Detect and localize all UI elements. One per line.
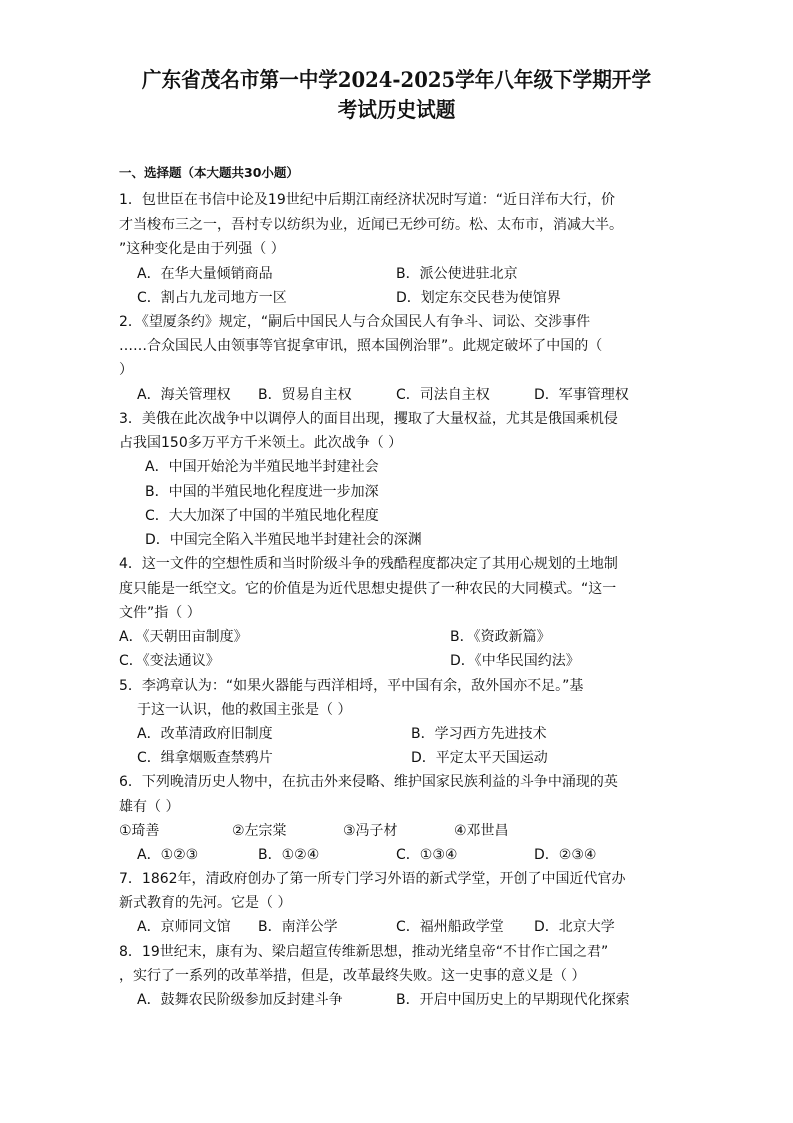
section-heading: 一、选择题（本大题共30小题） bbox=[119, 165, 299, 180]
question-2-option-c[interactable]: C．司法自主权 bbox=[396, 387, 490, 403]
question-5-option-b[interactable]: B．学习西方先进技术 bbox=[411, 726, 547, 742]
question-6-stem-line-2: 雄有（ ） bbox=[119, 799, 180, 815]
exam-title-line-2: 考试历史试题 bbox=[337, 97, 456, 122]
question-2-option-d[interactable]: D．军事管理权 bbox=[534, 387, 629, 403]
question-1-stem-line-1: 1．包世臣在书信中论及19世纪中后期江南经济状况时写道：“近日洋布大行，价 bbox=[119, 192, 615, 208]
question-1-option-d[interactable]: D．划定东交民巷为使馆界 bbox=[396, 290, 561, 306]
question-3-option-b[interactable]: B．中国的半殖民地化程度进一步加深 bbox=[145, 484, 379, 500]
question-7-option-b[interactable]: B．南洋公学 bbox=[258, 919, 338, 935]
question-5-stem-line-1: 5．李鸿章认为：“如果火器能与西洋相埒，平中国有余，敌外国亦不足。”基 bbox=[119, 678, 584, 694]
question-6-stem-line-1: 6．下列晚清历史人物中，在抗击外来侵略、维护国家民族利益的斗争中涌现的英 bbox=[119, 774, 618, 790]
question-7-option-c[interactable]: C．福州船政学堂 bbox=[396, 919, 504, 935]
question-3-stem-line-1: 3．美俄在此次战争中以调停人的面目出现，攫取了大量权益，尤其是俄国乘机侵 bbox=[119, 411, 618, 427]
exam-title-line-1: 广东省茂名市第一中学2024-2025学年八年级下学期开学 bbox=[141, 67, 652, 92]
question-4-stem-line-2: 度只能是一纸空文。它的价值是为近代思想史提供了一种农民的大同模式。“这一 bbox=[119, 581, 617, 597]
question-1-stem-line-2: 才当梭布三之一，吾村专以纺织为业，近闻已无纱可纺。松、太布市，消减大半。 bbox=[119, 217, 623, 233]
question-6-item-2: ②左宗棠 bbox=[232, 823, 287, 839]
question-2-stem-line-3: ） bbox=[119, 362, 133, 378]
question-5-option-c[interactable]: C．缉拿烟贩查禁鸦片 bbox=[137, 750, 273, 766]
question-5-stem-line-2: 于这一认识，他的救国主张是（ ） bbox=[137, 702, 352, 718]
question-4-option-d[interactable]: D．《中华民国约法》 bbox=[450, 653, 580, 669]
question-4-option-c[interactable]: C．《变法通议》 bbox=[119, 653, 220, 669]
question-1-option-b[interactable]: B．派公使进驻北京 bbox=[396, 266, 518, 282]
question-8-option-b[interactable]: B．开启中国历史上的早期现代化探索 bbox=[396, 992, 630, 1008]
question-5-option-a[interactable]: A．改革清政府旧制度 bbox=[137, 726, 273, 742]
question-6-item-1: ①琦善 bbox=[119, 823, 160, 839]
question-3-option-a[interactable]: A．中国开始沦为半殖民地半封建社会 bbox=[145, 459, 379, 475]
question-2-stem-line-2: ……合众国民人由领事等官捉拿审讯，照本国例治罪”。此规定破坏了中国的（ bbox=[119, 338, 603, 354]
question-4-stem-line-3: 文件”指（ ） bbox=[119, 605, 201, 621]
question-4-option-a[interactable]: A．《天朝田亩制度》 bbox=[119, 629, 248, 645]
question-4-stem-line-1: 4．这一文件的空想性质和当时阶级斗争的残酷程度都决定了其用心规划的土地制 bbox=[119, 556, 618, 572]
question-8-stem-line-2: ，实行了一系列的改革举措，但是，改革最终失败。这一史事的意义是（ ） bbox=[119, 968, 586, 984]
question-5-option-d[interactable]: D．平定太平天国运动 bbox=[411, 750, 548, 766]
question-2-option-a[interactable]: A．海关管理权 bbox=[137, 387, 231, 403]
question-8-stem-line-1: 8．19世纪末，康有为、梁启超宣传维新思想，推动光绪皇帝“不甘作亡国之君” bbox=[119, 944, 609, 960]
question-4-option-b[interactable]: B．《资政新篇》 bbox=[450, 629, 551, 645]
question-6-option-d[interactable]: D．②③④ bbox=[534, 847, 597, 863]
question-3-option-d[interactable]: D．中国完全陷入半殖民地半封建社会的深渊 bbox=[145, 532, 422, 548]
question-6-option-c[interactable]: C．①③④ bbox=[396, 847, 458, 863]
question-6-item-4: ④邓世昌 bbox=[454, 823, 509, 839]
question-1-option-c[interactable]: C．割占九龙司地方一区 bbox=[137, 290, 287, 306]
question-7-option-a[interactable]: A．京师同文馆 bbox=[137, 919, 231, 935]
question-6-item-3: ③冯子材 bbox=[343, 823, 398, 839]
question-3-stem-line-2: 占我国150多万平方千米领土。此次战争（ ） bbox=[119, 435, 403, 451]
question-7-stem-line-2: 新式教育的先河。它是（ ） bbox=[119, 895, 292, 911]
question-6-option-b[interactable]: B．①②④ bbox=[258, 847, 320, 863]
question-3-option-c[interactable]: C．大大加深了中国的半殖民地化程度 bbox=[145, 508, 379, 524]
question-2-option-b[interactable]: B．贸易自主权 bbox=[258, 387, 352, 403]
question-1-option-a[interactable]: A．在华大量倾销商品 bbox=[137, 266, 273, 282]
question-8-option-a[interactable]: A．鼓舞农民阶级参加反封建斗争 bbox=[137, 992, 343, 1008]
question-7-stem-line-1: 7．1862年，清政府创办了第一所专门学习外语的新式学堂，开创了中国近代官办 bbox=[119, 871, 626, 887]
question-1-stem-line-3: ”这种变化是由于列强（ ） bbox=[119, 241, 285, 257]
question-2-stem-line-1: 2．《望厦条约》规定，“嗣后中国民人与合众国民人有争斗、词讼、交涉事件 bbox=[119, 314, 591, 330]
question-6-option-a[interactable]: A．①②③ bbox=[137, 847, 199, 863]
question-7-option-d[interactable]: D．北京大学 bbox=[534, 919, 615, 935]
